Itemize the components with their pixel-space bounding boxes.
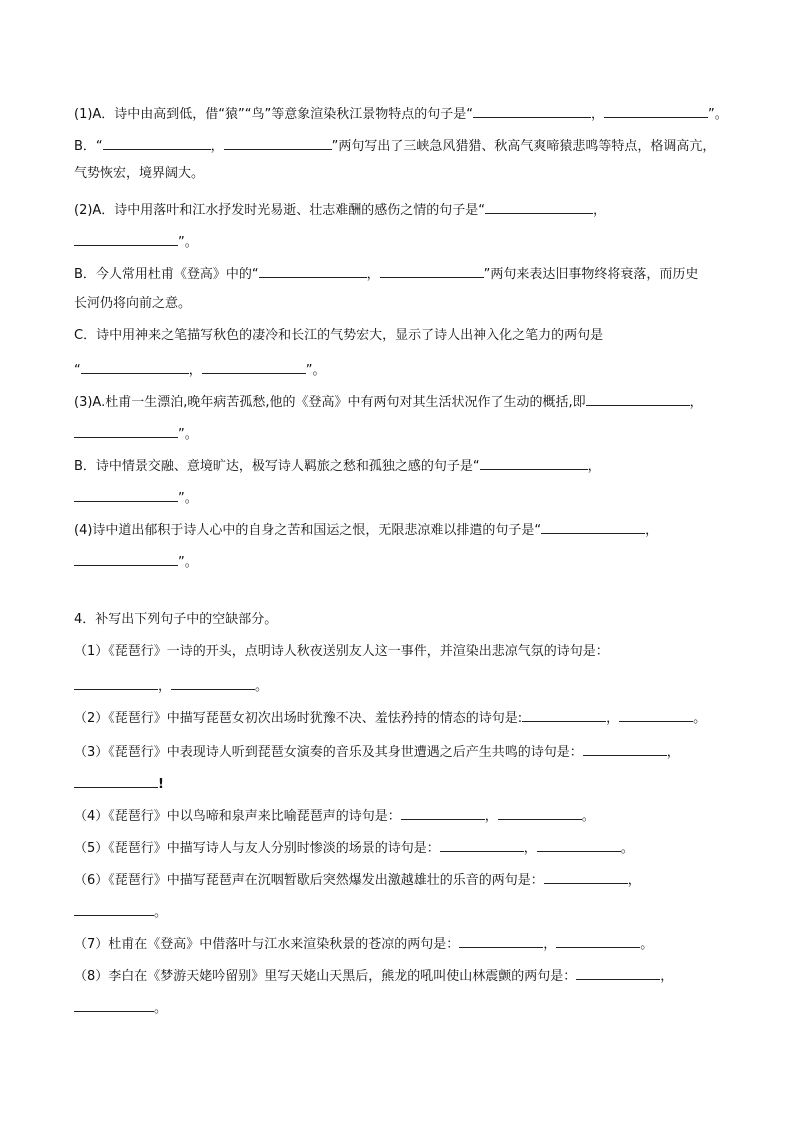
q4-6-cont [74,902,167,921]
answer-blank[interactable] [74,676,158,690]
answer-blank[interactable] [202,360,306,374]
punct: ， [660,969,674,984]
punct: ! [158,777,164,792]
question-text: （2）《琵琶行》中描写琵琶女初次出场时犹豫不决、羞怯矜持的情态的诗句是: [74,711,523,726]
question-text: B．诗中情景交融、意境旷达，极写诗人羁旅之愁和孤独之感的句子是“ [74,459,480,474]
punct: ”。 [178,555,198,570]
question-text: 气势恢宏，境界阔大。 [74,166,205,181]
question-text: （5）《琵琶行》中描写诗人与友人分别时惨淡的场景的诗句是： [74,841,440,856]
q3-2b-cont [74,296,191,312]
question-text: (2)A．诗中用落叶和江水抒发时光易逝、壮志难酬的感伤之情的句子是“ [74,203,486,218]
q4-6-line [74,870,641,889]
answer-blank[interactable] [74,424,178,438]
q4-3-line [74,742,680,761]
q3-3b-line [74,456,601,475]
punct: ， [366,267,380,282]
question-text: （3）《琵琶行》中表现诗人听到琵琶女演奏的音乐及其身世遭遇之后产生共鸣的诗句是： [74,745,583,760]
answer-blank[interactable] [459,934,543,948]
answer-blank[interactable] [401,806,485,820]
q4-3-cont [74,774,164,793]
answer-blank[interactable] [480,456,588,470]
punct: 。 [620,841,634,856]
punct: ， [666,745,680,760]
q3-2c-cont [74,360,326,379]
punct: ， [210,139,224,154]
question-text: （1）《琵琶行》一诗的开头，点明诗人秋夜送别友人这一事件，并渲染出悲凉气氛的诗句是： [74,644,609,659]
q4-1-cont [74,676,268,695]
answer-blank[interactable] [74,774,158,788]
question-text: ”两句来表达旧事物终将衰落，而历史 [483,267,699,282]
punct: 。 [255,679,269,694]
punct: 。 [581,809,595,824]
answer-blank[interactable] [556,934,640,948]
punct: ”。 [178,427,198,442]
punct: ， [627,873,641,888]
q3-2a-line [74,200,606,219]
answer-blank[interactable] [103,136,211,150]
q3-1b-cont [74,166,204,182]
q4-7-line [74,934,653,953]
punct: ， [590,107,604,122]
q3-2c-line [74,328,603,344]
q4-1-line [74,644,609,660]
answer-blank[interactable] [81,360,189,374]
answer-blank[interactable] [74,488,178,502]
answer-blank[interactable] [498,806,582,820]
punct: ， [158,679,172,694]
punct: ， [188,363,202,378]
q3-1a-line [74,104,728,123]
answer-blank[interactable] [586,392,690,406]
punct: “ [74,363,81,378]
answer-blank[interactable] [541,520,645,534]
punct: ， [606,711,620,726]
punct: ”。 [708,107,728,122]
answer-blank[interactable] [74,902,154,916]
question-text: ”两句写出了三峡急风猎猎、秋高气爽啼猿悲鸣等特点，格调高亢， [331,139,716,154]
q3-4-cont [74,552,198,571]
punct: ， [645,523,659,538]
punct: 。 [640,937,654,952]
answer-blank[interactable] [74,552,178,566]
q3-2a-cont [74,232,198,251]
q4-8-line [74,966,673,985]
question-text: （7）杜甫在《登高》中借落叶与江水来渲染秋景的苍凉的两句是： [74,937,460,952]
answer-blank[interactable] [473,104,591,118]
question-text: B．今人常用杜甫《登高》中的“ [74,267,259,282]
q3-3a-cont [74,424,198,443]
answer-blank[interactable] [259,264,367,278]
q3-3a-line [74,392,703,411]
q3-3b-cont [74,488,198,507]
q3-1b-line [74,136,715,155]
section4-heading [74,612,277,628]
q4-5-line [74,838,634,857]
answer-blank[interactable] [576,966,660,980]
question-text: (4)诗中道出郁积于诗人心中的自身之苦和国运之恨，无限悲凉难以排遣的句子是“ [74,523,542,538]
question-text: （8）李白在《梦游天姥吟留别》里写天姥山天黑后，熊龙的吼叫使山林震颤的两句是： [74,969,577,984]
question-text: 长河仍将向前之意。 [74,296,192,311]
answer-blank[interactable] [485,200,593,214]
q3-2b-line [74,264,698,283]
answer-blank[interactable] [171,676,255,690]
answer-blank[interactable] [440,838,524,852]
q4-4-line [74,806,595,825]
answer-blank[interactable] [537,838,621,852]
question-text: (3)A.杜甫一生漂泊,晚年病苦孤愁,他的《登高》中有两句对其生活状况作了生动的概括,即 [74,395,586,410]
answer-blank[interactable] [74,232,178,246]
question-text: C．诗中用神来之笔描写秋色的凄冷和长江的气势宏大，显示了诗人出神入化之笔力的两句是 [74,328,604,343]
punct: 。 [154,1001,168,1016]
punct: 。 [693,711,707,726]
answer-blank[interactable] [583,742,667,756]
punct: ”。 [305,363,326,378]
punct: ， [587,459,601,474]
answer-blank[interactable] [380,264,484,278]
question-text: (1)A．诗中由高到低，借“猿”“鸟”等意象渲染秋江景物特点的句子是“ [74,107,473,122]
answer-blank[interactable] [522,708,606,722]
answer-blank[interactable] [619,708,693,722]
question-text: （6）《琵琶行》中描写琵琶声在沉咽暂歇后突然爆发出激越雄壮的乐音的两句是： [74,873,544,888]
answer-blank[interactable] [604,104,708,118]
answer-blank[interactable] [544,870,628,884]
answer-blank[interactable] [74,998,154,1012]
q3-4-line [74,520,658,539]
q4-8-cont [74,998,167,1017]
punct: ， [593,203,607,218]
punct: ， [543,937,557,952]
punct: ”。 [178,235,198,250]
punct: ， [484,809,498,824]
section-heading: 4．补写出下列句子中的空缺部分。 [74,612,278,627]
punct: ”。 [178,491,198,506]
q4-2-line [74,708,706,727]
punct: 。 [154,905,168,920]
question-text: B．“ [74,139,103,154]
punct: ， [523,841,537,856]
answer-blank[interactable] [224,136,332,150]
question-text: （4）《琵琶行》中以鸟啼和泉声来比喻琵琶声的诗句是： [74,809,401,824]
punct: ， [689,395,703,410]
